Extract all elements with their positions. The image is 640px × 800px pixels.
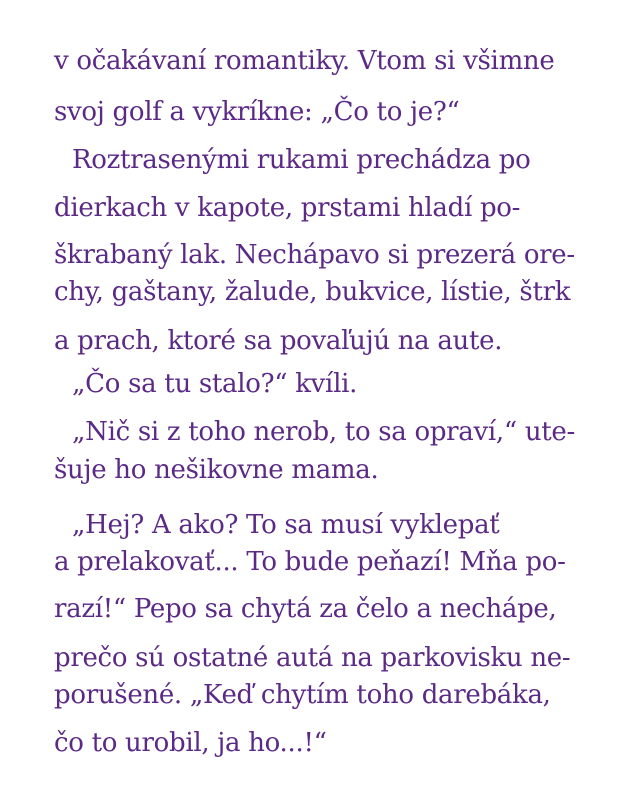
text-line-15: porušené. „Keď chytím toho darebáka, — [54, 680, 551, 710]
text-line-9: „Nič si z toho nerob, to sa opraví,“ ute- — [72, 417, 575, 447]
text-line-12: a prelakovať... To bude peňazí! Mňa po- — [54, 547, 566, 577]
text-line-5: škrabaný lak. Nechápavo si prezerá ore- — [54, 240, 575, 270]
text-line-4: dierkach v kapote, prstami hladí po- — [54, 193, 521, 223]
text-line-1: v očakávaní romantiky. Vtom si všimne — [54, 46, 555, 76]
text-line-6: chy, gaštany, žalude, bukvice, lístie, štrk — [54, 277, 571, 307]
text-line-13: razí!“ Pepo sa chytá za čelo a nechápe, — [54, 594, 557, 624]
text-line-3: Roztrasenými rukami prechádza po — [72, 145, 531, 175]
text-line-10: šuje ho nešikovne mama. — [54, 455, 379, 485]
text-line-16: čo to urobil, ja ho...!“ — [54, 728, 327, 758]
text-line-2: svoj golf a vykríkne: „Čo to je?“ — [54, 97, 460, 127]
text-line-7: a prach, ktoré sa povaľujú na aute. — [54, 326, 503, 356]
text-line-14: prečo sú ostatné autá na parkovisku ne- — [54, 643, 571, 673]
text-line-11: „Hej? A ako? To sa musí vyklepať — [72, 510, 500, 540]
text-line-8: „Čo sa tu stalo?“ kvíli. — [72, 369, 358, 399]
